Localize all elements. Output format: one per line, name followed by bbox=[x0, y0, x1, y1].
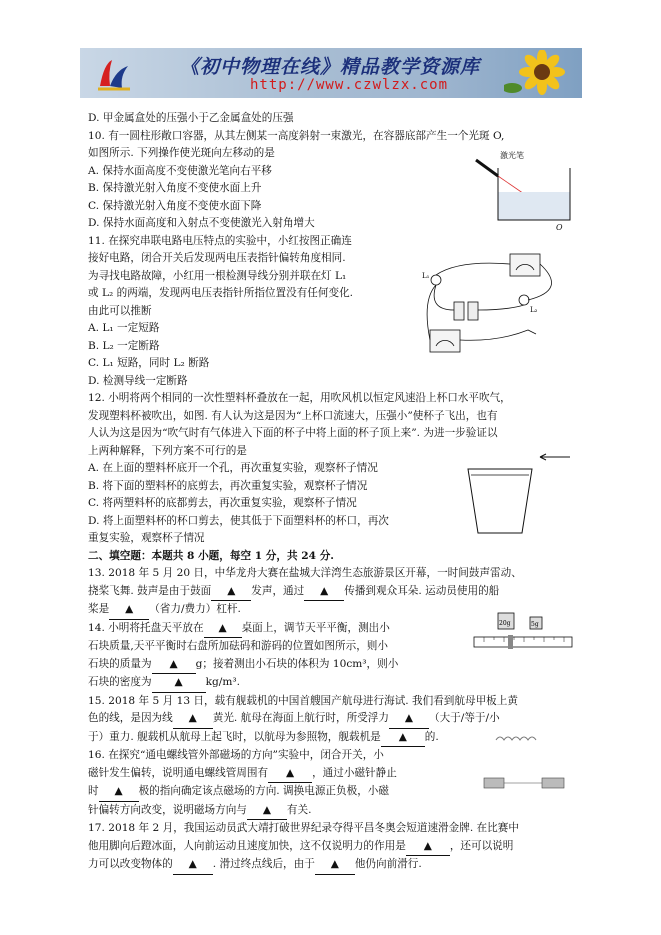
q12-stem-line2: 发现塑料杯被吹出，如图. 有人认为这是因为“上杯口流速大，压强小”使杯子飞出，也有 bbox=[88, 409, 498, 422]
section-fill-in-heading: 二、填空题：本题共 8 小题，每空 1 分，共 24 分. bbox=[88, 549, 334, 562]
q10-option-d: D. 保持水面高度和入射点不变使激光入射角增大 bbox=[88, 217, 315, 229]
q15-text: 黄光. 航母在海面上航行时，所受浮力 bbox=[212, 712, 389, 724]
q16-text: ，通过小磁针静止 bbox=[312, 766, 397, 779]
q11-option-a: A. L₁ 一定短路 bbox=[88, 322, 160, 334]
water-region bbox=[498, 192, 570, 220]
bulb-l2-icon bbox=[519, 295, 529, 305]
q14-line3 bbox=[88, 656, 578, 675]
q15-line2 bbox=[88, 710, 578, 729]
q14-text: 14. 小明将托盘天平放在 bbox=[88, 621, 204, 634]
q11-stem-line1: 11. 在探究串联电路电压特点的实验中，小红按图正确连 bbox=[88, 234, 352, 247]
banner-url: http://www.czwlzx.com bbox=[250, 77, 449, 93]
q10-fig-o-label: O bbox=[556, 223, 563, 232]
q11-option-b: B. L₂ 一定断路 bbox=[88, 339, 160, 352]
q9-option-d: D. 甲金属盒处的压强小于乙金属盒处的压强 bbox=[88, 112, 294, 124]
q11-option-c: C. L₁ 短路，同时 L₂ 断路 bbox=[88, 357, 210, 369]
laser-pen-icon bbox=[476, 160, 498, 176]
q12-cups-figure bbox=[460, 447, 575, 539]
q17-text: 他用脚向后蹬冰面，人向前运动且速度加快，这不仅说明力的作用是 bbox=[88, 839, 406, 852]
q10-stem-line2: 如图所示. 下列操作使光斑向左移动的是 bbox=[88, 147, 275, 159]
answer-blank[interactable]: ▲ bbox=[268, 765, 312, 784]
q14-text: kg/m³. bbox=[205, 676, 240, 688]
q17-line2 bbox=[88, 838, 578, 857]
q10-laser-container-figure bbox=[468, 148, 578, 233]
q17-line1: 17. 2018 年 2 月，我国运动员武大靖打破世界纪录夺得平昌冬奥会短道速滑金牌. 在比赛中 bbox=[88, 822, 519, 834]
answer-blank[interactable]: ▲ bbox=[173, 710, 213, 729]
q12-option-c: C. 将两塑料杯的底都剪去，再次重复实验，观察杯子情况 bbox=[88, 497, 357, 509]
q17-text: . 滑过终点线后，由于 bbox=[212, 858, 315, 870]
q12-stem-line3: 人认为这是因为“吹气时有气体进入下面的杯子中将上面的杯子顶上来”. 为进一步验证以 bbox=[88, 427, 498, 439]
q10-option-c: C. 保持激光射入角度不变使水面下降 bbox=[88, 199, 262, 212]
q15-text: 的. bbox=[424, 730, 439, 743]
q13-text: 桨是 bbox=[88, 603, 110, 615]
slide-scale-icon bbox=[474, 637, 572, 647]
answer-blank[interactable]: ▲ bbox=[99, 783, 139, 802]
q12-option-d-line2: 重复实验，观察杯子情况 bbox=[88, 532, 205, 544]
q10-option-a: A. 保持水面高度不变使激光笔向右平移 bbox=[88, 164, 272, 177]
q11-stem-line4: 或 L₂ 的两端，发现两电压表指针所指位置没有任何变化. bbox=[88, 287, 354, 299]
q16-solenoid-figure bbox=[476, 730, 578, 800]
q12-option-b: B. 将下面的塑料杯的底剪去，再次重复实验，观察杯子情况 bbox=[88, 479, 368, 492]
voltmeter-icon bbox=[430, 330, 460, 352]
q13-line1: 13. 2018 年 5 月 20 日，中华龙舟大赛在盐城大洋湾生态旅游景区开幕，一时间鼓声雷动、 bbox=[88, 567, 522, 579]
header-banner bbox=[80, 48, 582, 98]
l2-label: L₂ bbox=[530, 306, 538, 314]
answer-blank[interactable]: ▲ bbox=[389, 710, 429, 729]
q13-text: 发声，通过 bbox=[251, 584, 305, 597]
q12-stem-line1: 12. 小明将两个相同的一次性塑料杯叠放在一起，用吹风机以恒定风速沿上杯口水平吹气， bbox=[88, 392, 511, 404]
q16-text: 极的指向确定该点磁场的方向. 调换电源正负极，小磁 bbox=[138, 785, 389, 797]
q10-fig-pen-label: 激光笔 bbox=[500, 151, 524, 160]
cup-outer-icon bbox=[468, 469, 532, 533]
q10-option-b: B. 保持激光射入角度不变使水面上升 bbox=[88, 182, 262, 194]
rider-icon bbox=[508, 635, 513, 649]
answer-blank[interactable]: ▲ bbox=[173, 856, 213, 875]
q16-line1: 16. 在探究“通电螺线管外部磁场的方向”实验中，闭合开关，小 bbox=[88, 749, 384, 761]
solenoid-coil-icon bbox=[496, 737, 536, 740]
logo-icon bbox=[94, 56, 134, 92]
q15-text: 色的线，是因为线 bbox=[88, 712, 173, 724]
q14-line4 bbox=[88, 674, 578, 693]
answer-blank[interactable]: ▲ bbox=[304, 583, 344, 602]
q14-text: 石块的质量为 bbox=[88, 657, 152, 670]
weight-20g-label: 20g bbox=[499, 620, 511, 627]
battery-icon bbox=[468, 302, 478, 320]
answer-blank[interactable]: ▲ bbox=[381, 729, 425, 748]
q11-option-d: D. 检测导线一定断路 bbox=[88, 374, 188, 387]
q14-line2: 石块质量,天平平衡时右盘所加砝码和游码的位置如图所示，则小 bbox=[88, 640, 388, 652]
q15-text: 于）重力. 舰载机从航母上起飞时，以航母为参照物，舰载机是 bbox=[88, 730, 381, 743]
scale-ticks bbox=[484, 637, 564, 642]
q13-text: （省力/费力）杠杆. bbox=[149, 603, 241, 615]
q13-line2 bbox=[88, 583, 578, 602]
q11-circuit-figure bbox=[418, 250, 578, 360]
q16-text: 有关. bbox=[286, 803, 312, 816]
q17-line3 bbox=[88, 856, 578, 875]
answer-blank[interactable]: ▲ bbox=[152, 656, 196, 675]
q12-option-a: A. 在上面的塑料杯底开一个孔，再次重复实验，观察杯子情况 bbox=[88, 462, 378, 474]
q14-text: 石块的密度为 bbox=[88, 676, 152, 688]
q14-text: g；接着测出小石块的体积为 10cm³，则小 bbox=[195, 657, 399, 670]
q16-line4 bbox=[88, 802, 578, 821]
q17-text: 他仍向前滑行. bbox=[354, 858, 422, 870]
q11-stem-line5: 由此可以推断 bbox=[88, 304, 152, 317]
answer-blank[interactable]: ▲ bbox=[204, 620, 242, 639]
q12-stem-line4: 上两种解释，下列方案不可行的是 bbox=[88, 444, 247, 457]
bulb-l1-icon bbox=[431, 275, 441, 285]
answer-blank[interactable]: ▲ bbox=[211, 583, 251, 602]
q13-text: 传播到观众耳朵. 运动员使用的船 bbox=[344, 584, 500, 597]
q11-stem-line3: 为寻找电路故障，小红用一根检测导线分别并联在灯 L₁ bbox=[88, 269, 347, 282]
voltmeter-icon bbox=[510, 254, 540, 276]
answer-blank[interactable]: ▲ bbox=[152, 674, 206, 693]
battery-icon bbox=[484, 778, 504, 788]
q16-text: 时 bbox=[88, 785, 99, 797]
weight-5g-label: 5g bbox=[531, 621, 539, 628]
q11-stem-line2: 接好电路，闭合开关后发现两电压表指针偏转角度相同. bbox=[88, 252, 346, 264]
q12-option-d-line1: D. 将上面塑料杯的杯口剪去，使其低于下面塑料杯的杯口，再次 bbox=[88, 514, 389, 527]
q14-weights-figure bbox=[468, 607, 578, 657]
q15-text: （大于/等于/小 bbox=[428, 712, 500, 724]
banner-title: 《初中物理在线》精品教学资源库 bbox=[180, 56, 481, 78]
answer-blank[interactable]: ▲ bbox=[247, 802, 287, 821]
switch-icon bbox=[542, 778, 564, 788]
q16-text: 磁针发生偏转，说明通电螺线管周围有 bbox=[88, 766, 269, 779]
q17-text: 力可以改变物体的 bbox=[88, 858, 173, 870]
answer-blank[interactable]: ▲ bbox=[109, 601, 149, 620]
q17-text: ，还可以说明 bbox=[449, 839, 514, 852]
q14-text: 桌面上，调节天平平衡，测出小 bbox=[241, 621, 390, 634]
answer-blank[interactable]: ▲ bbox=[315, 856, 355, 875]
q15-line1: 15. 2018 年 5 月 13 日，载有舰载机的中国首艘国产航母进行海试. 我们看到航母甲板上黄 bbox=[88, 694, 518, 707]
q13-text: 挠桨飞舞. 鼓声是由于鼓面 bbox=[88, 584, 212, 597]
q16-text: 针偏转方向改变，说明磁场方向与 bbox=[88, 803, 247, 816]
q10-stem-line1: 10. 有一圆柱形敞口容器，从其左侧某一高度斜射一束激光，在容器底部产生一个光斑 O, bbox=[88, 129, 505, 142]
battery-icon bbox=[454, 302, 464, 320]
l1-label: L₁ bbox=[422, 272, 430, 280]
sunflower-icon bbox=[504, 50, 574, 96]
answer-blank[interactable]: ▲ bbox=[406, 838, 450, 857]
